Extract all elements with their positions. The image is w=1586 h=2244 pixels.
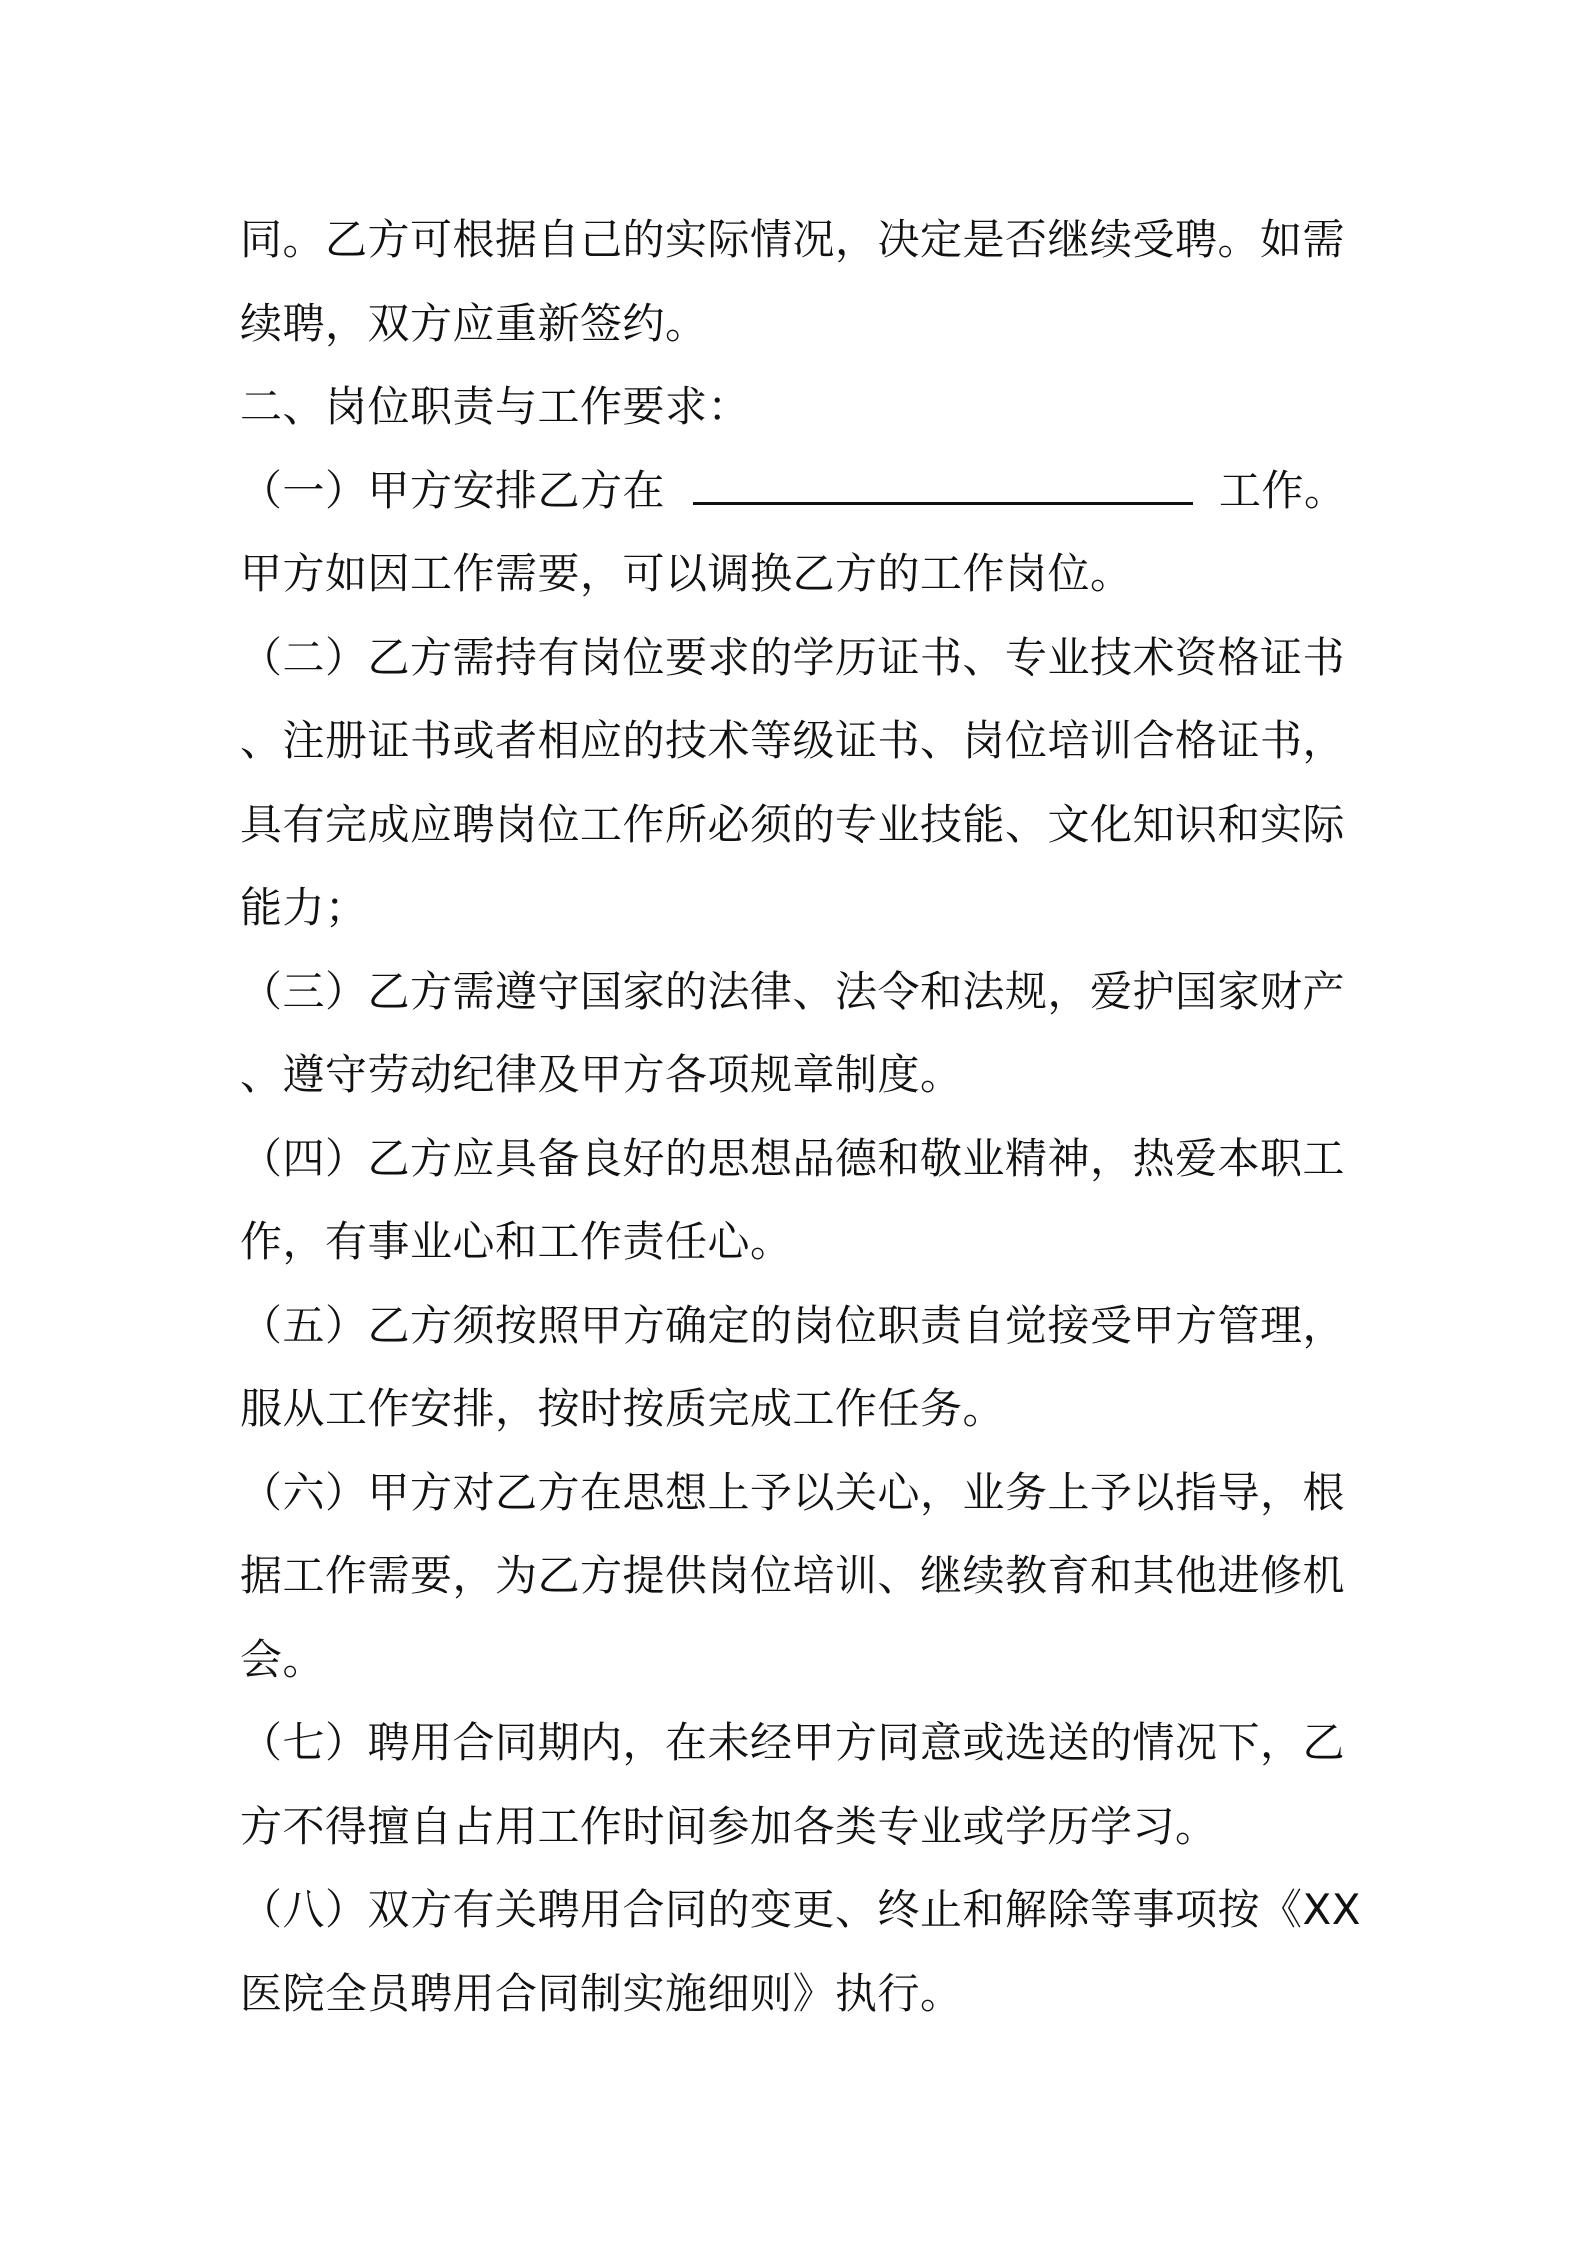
text-line-20: 方不得擅自占用工作时间参加各类专业或学历学习。 bbox=[240, 1801, 1218, 1851]
text-line-15: 服从工作安排，按时按质完成工作任务。 bbox=[240, 1384, 1006, 1433]
text-line-19: （七）聘用合同期内，在未经甲方同意或选送的情况下，乙 bbox=[240, 1718, 1346, 1767]
text-line-9: 能力； bbox=[240, 883, 368, 932]
section-heading: 二、岗位职责与工作要求： bbox=[240, 382, 751, 431]
text-line-6: （二）乙方需持有岗位要求的学历证书、专业技术资格证书 bbox=[240, 632, 1346, 682]
text-line-13: 作，有事业心和工作责任心。 bbox=[240, 1217, 793, 1266]
fill-in-line bbox=[240, 449, 1356, 533]
text-line-16: （六）甲方对乙方在思想上予以关心，业务上予以指导，根 bbox=[240, 1467, 1346, 1517]
text-line-18: 会。 bbox=[240, 1634, 326, 1684]
fill-in-prefix: （一）甲方安排乙方在 bbox=[240, 465, 666, 515]
text-line-1: 同。乙方可根据自己的实际情况，决定是否继续受聘。如需 bbox=[240, 215, 1346, 264]
text-line-2: 续聘，双方应重新签约。 bbox=[240, 298, 708, 348]
text-line-11: 、遵守劳动纪律及甲方各项规章制度。 bbox=[240, 1050, 963, 1099]
fill-in-suffix: 工作。 bbox=[1219, 465, 1347, 515]
text-line-5: 甲方如因工作需要，可以调换乙方的工作岗位。 bbox=[240, 549, 1133, 598]
document-page bbox=[240, 198, 1362, 2035]
text-line-21: （八）双方有关聘用合同的变更、终止和解除等事项按《XX bbox=[240, 1885, 1362, 1934]
text-line-12: （四）乙方应具备良好的思想品德和敬业精神，热爱本职工 bbox=[240, 1133, 1346, 1183]
text-line-10: （三）乙方需遵守国家的法律、法令和法规，爱护国家财产 bbox=[240, 966, 1346, 1016]
text-line-17: 据工作需要，为乙方提供岗位培训、继续教育和其他进修机 bbox=[240, 1551, 1346, 1600]
text-line-7: 、注册证书或者相应的技术等级证书、岗位培训合格证书， bbox=[240, 716, 1346, 765]
text-line-14: （五）乙方须按照甲方确定的岗位职责自觉接受甲方管理， bbox=[240, 1300, 1346, 1350]
text-line-8: 具有完成应聘岗位工作所必须的专业技能、文化知识和实际 bbox=[240, 799, 1346, 849]
text-line-22: 医院全员聘用合同制实施细则》执行。 bbox=[240, 1968, 963, 2018]
fill-in-blank[interactable] bbox=[693, 452, 1193, 505]
